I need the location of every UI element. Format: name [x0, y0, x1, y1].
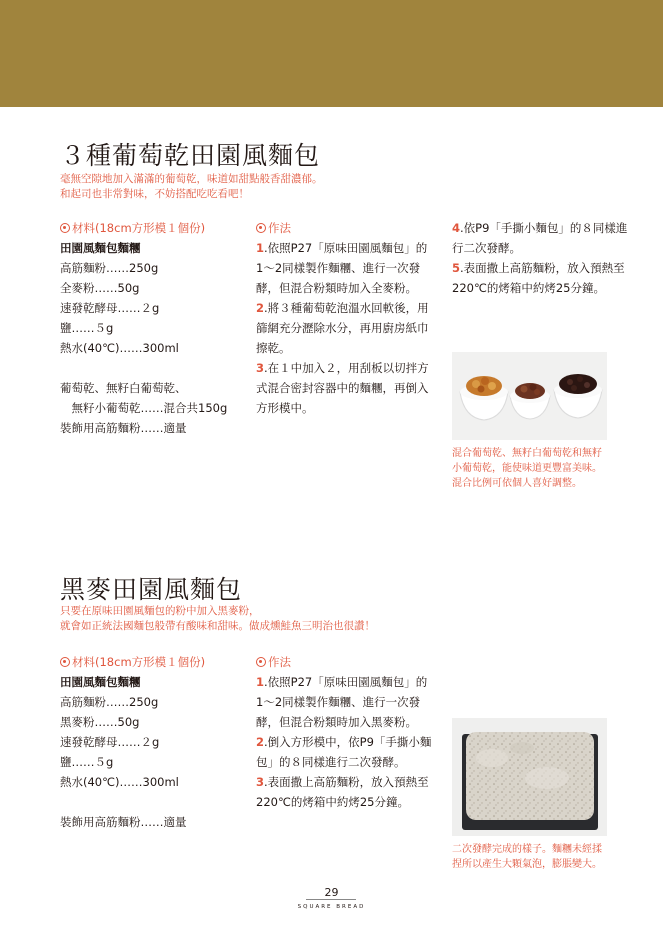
- recipe-1-intro: 毫無空隙地加入滿滿的葡萄乾，味道如甜點般香甜濃郁。 和起司也非常對味，不妨搭配吃吃看吧！: [60, 173, 323, 200]
- materials-heading: 材料(18cm方形模１個份): [72, 655, 206, 669]
- recipe-1-method-continued: [452, 218, 627, 298]
- method-line: 包」的８同樣進行二次發酵。: [256, 755, 406, 769]
- method-line: 酵，但混合粉類時加入全麥粉。: [256, 281, 417, 295]
- method-line: 1～2同樣製作麵糰、進行一次發: [256, 261, 421, 275]
- method-line: 3.在１中加入２，用刮板以切拌方: [256, 361, 429, 375]
- method-line: 5.表面撒上高筋麵粉，放入預熱至: [452, 261, 625, 275]
- method-line: 220℃的烤箱中約烤25分鐘。: [452, 281, 605, 295]
- raisins-bowls-illustration: [452, 352, 607, 440]
- dough-heading: 田園風麵包麵糰: [60, 675, 141, 689]
- page-number: 29: [324, 886, 339, 899]
- bullet-circle-icon: [60, 657, 70, 667]
- method-line: 擦乾。: [256, 341, 291, 355]
- method-line: 方形模中。: [256, 401, 314, 415]
- ingredient-item: 鹽……５g: [60, 321, 114, 335]
- ingredient-item: 黑麥粉……50g: [60, 715, 140, 729]
- method-line: 行二次發酵。: [452, 241, 521, 255]
- method-line: 篩網充分瀝除水分，再用廚房紙巾: [256, 321, 429, 335]
- ingredient-item: 全麥粉……50g: [60, 281, 140, 295]
- recipe-2-caption: 二次發酵完成的樣子。麵糰未經揉 捏所以產生大顆氣泡，膨脹變大。: [452, 844, 602, 870]
- recipe-2-method: [256, 652, 431, 812]
- recipe-1-title: ３種葡萄乾田園風麵包: [60, 141, 321, 170]
- ingredient-item: 高筋麵粉……250g: [60, 695, 159, 709]
- rye-dough-photo: [452, 718, 607, 836]
- bullet-circle-icon: [60, 223, 70, 233]
- recipe-2-title: 黑麥田園風麵包: [60, 575, 243, 604]
- method-line: 1.依照P27「原味田園風麵包」的: [256, 675, 428, 689]
- method-line: 4.依P9「手撕小麵包」的８同樣進: [452, 221, 628, 235]
- recipe-2-intro: 只要在原味田園風麵包的粉中加入黑麥粉， 就會如正統法國麵包般帶有酸味和甜味。做成燻鮭魚三明治也很讚！: [60, 605, 375, 632]
- method-line: 220℃的烤箱中約烤25分鐘。: [256, 795, 409, 809]
- footer-divider: [306, 899, 356, 900]
- section-label: SQUARE BREAD: [297, 904, 366, 910]
- recipe-2-materials: [60, 652, 205, 832]
- ingredient-item: 速發乾酵母……２g: [60, 301, 160, 315]
- method-line: 酵，但混合粉類時加入黑麥粉。: [256, 715, 417, 729]
- ingredient-item: 裝飾用高筋麵粉……適量: [60, 421, 187, 435]
- ingredient-item: 熱水(40℃)……300ml: [60, 341, 179, 355]
- method-line: 3.表面撒上高筋麵粉，放入預熱至: [256, 775, 429, 789]
- method-line: 1.依照P27「原味田園風麵包」的: [256, 241, 428, 255]
- raisins-bowls-photo: [452, 352, 607, 440]
- method-line: 式混合密封容器中的麵糰，再倒入: [256, 381, 429, 395]
- ingredient-item: 無籽小葡萄乾……混合共150g: [60, 401, 228, 415]
- ingredient-item: 葡萄乾、無籽白葡萄乾、: [60, 381, 187, 395]
- ingredient-item: 鹽……５g: [60, 755, 114, 769]
- recipe-1-materials: [60, 218, 227, 438]
- recipe-1-method: [256, 218, 429, 418]
- ingredient-item: 高筋麵粉……250g: [60, 261, 159, 275]
- method-heading: 作法: [268, 221, 291, 235]
- ingredient-item: 裝飾用高筋麵粉……適量: [60, 815, 187, 829]
- bullet-circle-icon: [256, 223, 266, 233]
- recipe-1-caption: 混合葡萄乾、無籽白葡萄乾和無籽 小葡萄乾，能使味道更豐富美味。 混合比例可依個人喜好調整。: [452, 448, 602, 489]
- rye-dough-illustration: [452, 718, 607, 836]
- method-line: 2.倒入方形模中，依P9「手撕小麵: [256, 735, 432, 749]
- method-line: 1～2同樣製作麵糰、進行一次發: [256, 695, 421, 709]
- method-line: 2.將３種葡萄乾泡溫水回軟後，用: [256, 301, 429, 315]
- dough-heading: 田園風麵包麵糰: [60, 241, 141, 255]
- materials-heading: 材料(18cm方形模１個份): [72, 221, 206, 235]
- bullet-circle-icon: [256, 657, 266, 667]
- method-heading: 作法: [268, 655, 291, 669]
- ingredient-item: 熱水(40℃)……300ml: [60, 775, 179, 789]
- ingredient-item: 速發乾酵母……２g: [60, 735, 160, 749]
- top-color-band: [0, 0, 663, 107]
